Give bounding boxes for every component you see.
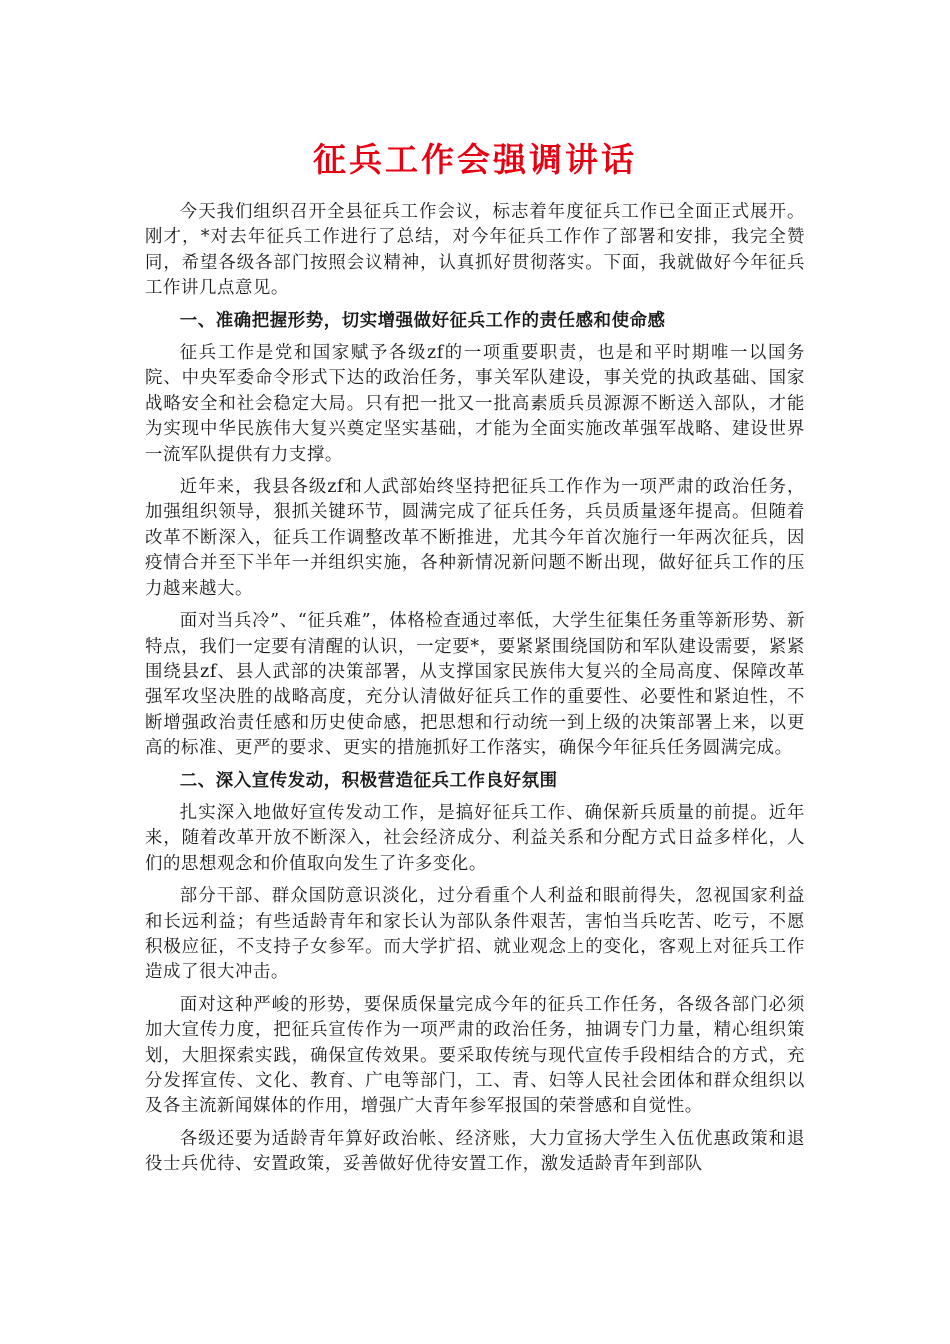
paragraph-2-2: 部分干部、群众国防意识淡化，过分看重个人利益和眼前得失，忽视国家利益和长远利益；有些适龄青年和家长认为部队条件艰苦，害怕当兵吃苦、吃亏，不愿积极应征，不支持子女参军。而大学扩招、就业观念上的变化，客观上对征兵工作造成了很大冲击。: [145, 886, 805, 983]
paragraph-1-1: 征兵工作是党和国家赋予各级zf的一项重要职责，也是和平时期唯一以国务院、中央军委命令形式下达的政治任务，事关军队建设，事关党的执政基础、国家战略安全和社会稳定大局。只有把一批又一批高素质兵员源源不断送入部队，才能为实现中华民族伟大复兴奠定坚实基础，才能为全面实施改革强军战略、建设世界一流军队提供有力支撑。: [145, 343, 805, 465]
section-heading-2: 二、深入宣传发动，积极营造征兵工作良好氛围: [179, 770, 558, 791]
paragraph-1-3: 面对当兵冷”、“征兵难”，体格检查通过率低，大学生征集任务重等新形势、新特点，我们一定要有清醒的认识，一定要*，要紧紧围绕国防和军队建设需要，紧紧围绕县zf、县人武部的决策部署，从支撑国家民族伟大复兴的全局高度、保障改革强军攻坚决胜的战略高度，充分认清做好征兵工作的重要性、必要性和紧迫性，不断增强政治责任感和历史使命感，把思想和行动统一到上级的决策部署上来，以更高的标准、更严的要求、更实的措施抓好工作落实，确保今年征兵任务圆满完成。: [145, 611, 805, 759]
paragraph-2-1: 扎实深入地做好宣传发动工作，是搞好征兵工作、确保新兵质量的前提。近年来，随着改革开放不断深入，社会经济成分、利益关系和分配方式日益多样化，人们的思想观念和价值取向发生了许多变化。: [145, 802, 805, 874]
paragraph-2-3: 面对这种严峻的形势，要保质保量完成今年的征兵工作任务，各级各部门必须加大宣传力度，把征兵宣传作为一项严肃的政治任务，抽调专门力量，精心组织策划，大胆探索实践，确保宣传效果。要采取传统与现代宣传手段相结合的方式，充分发挥宣传、文化、教育、广电等部门，工、青、妇等人民社会团体和群众组织以及各主流新闻媒体的作用，增强广大青年参军报国的荣誉感和自觉性。: [145, 994, 805, 1117]
paragraph-1-2: 近年来，我县各级zf和人武部始终坚持把征兵工作作为一项严肃的政治任务，加强组织领导，狠抓关键环节，圆满完成了征兵任务，兵员质量逐年提高。但随着改革不断深入，征兵工作调整改革不断推进，尤其今年首次施行一年两次征兵，因疫情合并至下半年一并组织实施，各种新情况新问题不断出现，做好征兵工作的压力越来越大。: [145, 477, 805, 599]
paragraph-2-4: 各级还要为适龄青年算好政治帐、经济账，大力宣扬大学生入伍优惠政策和退役士兵优待、安置政策，妥善做好优待安置工作，激发适龄青年到部队: [145, 1128, 805, 1175]
document-page: [145, 128, 805, 1185]
paragraph-intro: 今天我们组织召开全县征兵工作会议，标志着年度征兵工作已全面正式展开。刚才，*对去年征兵工作进行了总结，对今年征兵工作作了部署和安排，我完全赞同，希望各级各部门按照会议精神，认真抓好贯彻落实。下面，我就做好今年征兵工作讲几点意见。: [145, 202, 805, 299]
section-heading-1: 一、准确把握形势，切实增强做好征兵工作的责任感和使命感: [179, 310, 666, 331]
document-title: 征兵工作会强调讲话: [313, 140, 637, 179]
